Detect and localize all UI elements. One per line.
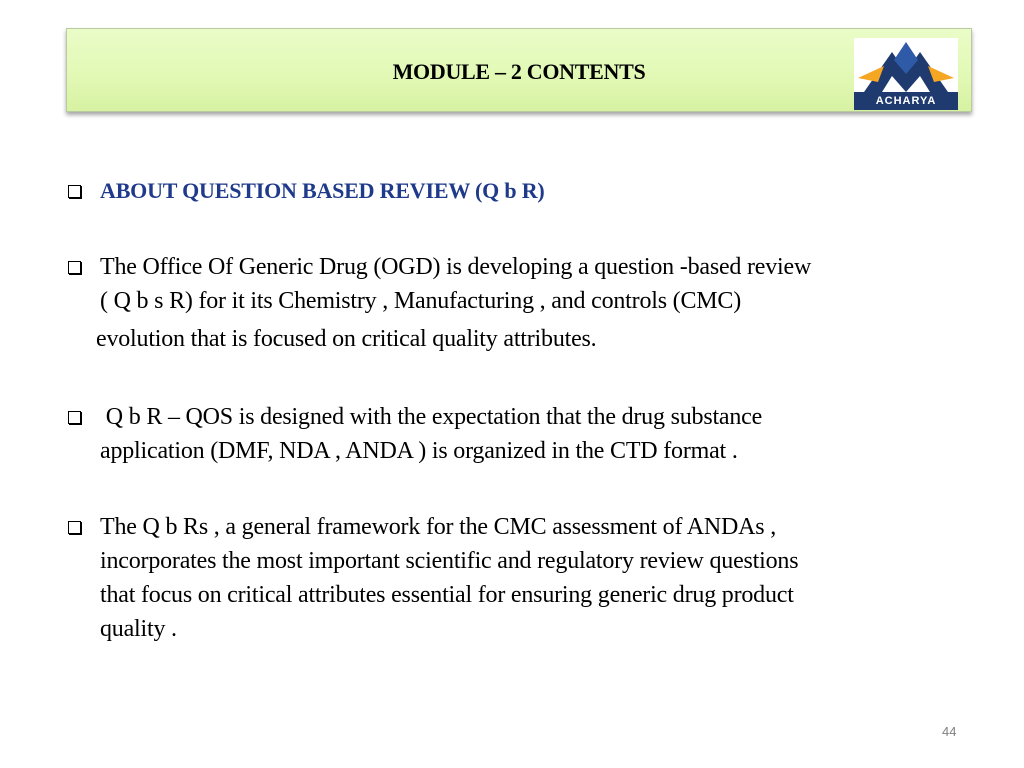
page-number: 44 xyxy=(942,724,957,739)
checkbox-bullet-icon xyxy=(68,261,81,274)
checkbox-bullet-icon xyxy=(68,521,81,534)
acharya-logo xyxy=(854,38,958,110)
list-item-line: evolution that is focused on critical quality attributes. xyxy=(96,326,597,352)
list-item-text xyxy=(100,250,968,318)
list-item-text xyxy=(100,400,968,468)
list-item-line: The Q b Rs , a general framework for the CMC assessment of ANDAs , xyxy=(100,514,776,540)
list-item xyxy=(68,400,968,468)
header-banner xyxy=(66,28,972,112)
list-item xyxy=(68,250,968,318)
checkbox-bullet-icon xyxy=(68,411,81,424)
list-item xyxy=(68,510,968,646)
list-item-line: quality . xyxy=(100,616,177,642)
section-heading: ABOUT QUESTION BASED REVIEW (Q b R) xyxy=(100,178,545,203)
logo-mountain-icon xyxy=(854,38,958,94)
list-item-line: Q b R – QOS is designed with the expectation that the drug substance xyxy=(100,404,763,430)
list-item-line: incorporates the most important scientific and regulatory review questions xyxy=(100,548,799,574)
list-item-line: ( Q b s R) for it its Chemistry , Manufacturing , and controls (CMC) xyxy=(100,288,741,314)
checkbox-bullet-icon xyxy=(68,185,81,198)
slide-title xyxy=(67,59,971,85)
list-item-line: The Office Of Generic Drug (OGD) is developing a question -based review xyxy=(100,254,812,280)
list-item-text xyxy=(100,510,968,646)
logo-text: ACHARYA xyxy=(854,92,958,110)
heading-bullet xyxy=(68,174,968,208)
list-item-line: application (DMF, NDA , ANDA ) is organized in the CTD format . xyxy=(100,438,738,464)
list-item-line: that focus on critical attributes essential for ensuring generic drug product xyxy=(100,582,794,608)
slide-title-text: MODULE – 2 CONTENTS xyxy=(392,59,646,84)
